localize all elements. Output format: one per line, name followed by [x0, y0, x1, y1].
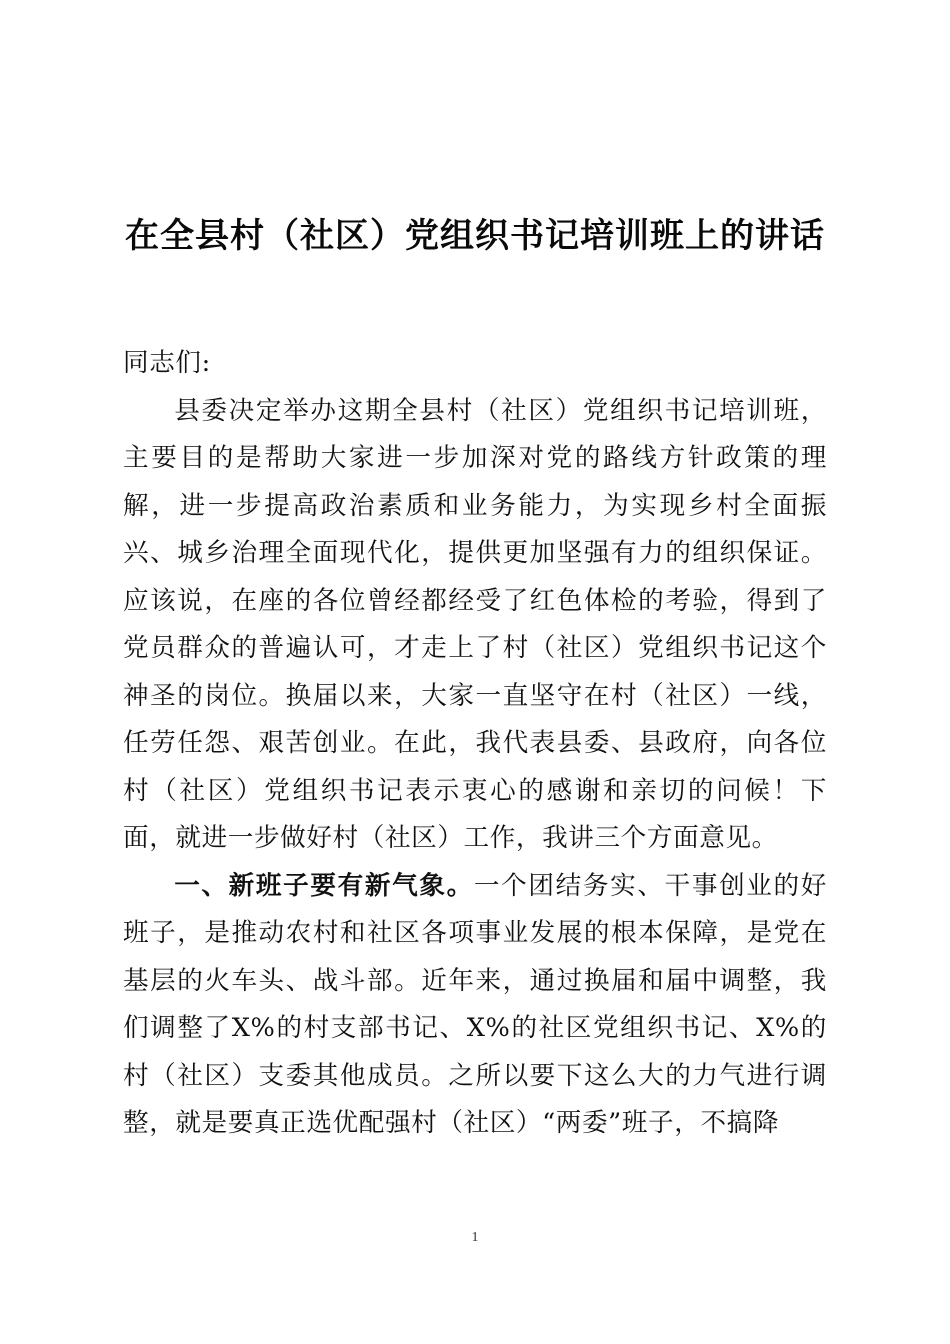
section-text: 一个团结务实、干事创业的好班子，是推动农村和社区各项事业发展的根本保障，是党在基层的火车头、战斗部。近年来，通过换届和届中调整，我们调整了X%的村支部书记、X%的社区党组织书记、X%的村（社区）支委其他成员。之所以要下这么大的力气进行调整，就是要真正选优配强村（社区）“两委”班子，不搞降 [123, 870, 827, 1138]
section-heading: 一、新班子要有新气象。 [174, 870, 474, 901]
page-title: 在全县村（社区）党组织书记培训班上的讲话 [125, 216, 825, 256]
section-paragraph [123, 863, 827, 1148]
document-body [123, 340, 827, 1148]
salutation: 同志们: [123, 348, 211, 378]
body-paragraph: 县委决定举办这期全县村（社区）党组织书记培训班，主要目的是帮助大家进一步加深对党的路线方针政策的理解，进一步提高政治素质和业务能力，为实现乡村全面振兴、城乡治理全面现代化，提供更加坚强有力的组织保证。应该说，在座的各位曾经都经受了红色体检的考验，得到了党员群众的普遍认可，才走上了村（社区）党组织书记这个神圣的岗位。换届以来，大家一直坚守在村（社区）一线，任劳任怨、艰苦创业。在此，我代表县委、县政府，向各位村（社区）党组织书记表示衷心的感谢和亲切的问候！下面，就进一步做好村（社区）工作，我讲三个方面意见。 [123, 395, 827, 853]
page-number: 1 [471, 1230, 479, 1245]
